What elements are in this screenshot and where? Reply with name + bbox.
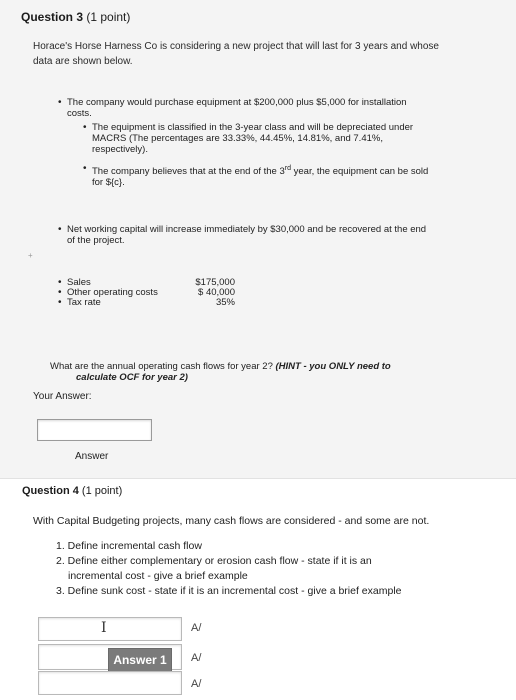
sub-bullet-macrs-line3: respectively). <box>92 144 148 155</box>
question-3-intro <box>33 39 503 69</box>
spellcheck-icon[interactable]: A/ <box>191 678 202 690</box>
bullet-equipment <box>67 97 487 119</box>
sub-bullet-macrs-line1: • The equipment is classified in the 3-year class and will be depreciated under <box>92 122 414 133</box>
table-row: • Sales $175,000 <box>67 278 239 288</box>
question-4-title: Question 4 <box>22 485 79 497</box>
sub-bullet-salvage <box>92 163 482 188</box>
sub-bullet-macrs-line2: MACRS (The percentages are 33.33%, 44.45%, 14.81%, and 7.41%, <box>92 133 383 144</box>
bullet-equipment-line2: costs. <box>67 108 92 119</box>
question-3-heading <box>21 10 130 24</box>
list-item: 3. Define sunk cost - state if it is an incremental cost - give a brief example <box>56 585 402 597</box>
sub-bullet-macrs <box>92 122 482 155</box>
question-4-list <box>56 539 496 599</box>
table-row: • Other operating costs $ 40,000 <box>67 288 239 298</box>
text-entry-box-3[interactable] <box>38 671 182 695</box>
question-3-intro-line1: Horace's Horse Harness Co is considering a new project that will last for 3 years and whose <box>33 41 439 52</box>
spellcheck-icon[interactable]: A/ <box>191 622 202 634</box>
list-item: incremental cost - give a brief example <box>68 570 248 582</box>
bullet-nwc-line1: • Net working capital will increase immediately by $30,000 and be recovered at the end <box>67 224 427 235</box>
question-3-prompt-text: What are the annual operating cash flows for year 2? <box>50 361 273 372</box>
question-3-points: (1 point) <box>86 10 131 24</box>
sub-bullet-salvage-line2: for ${c}. <box>92 177 125 189</box>
answer-caption: Answer <box>75 451 109 462</box>
question-3-title: Question 3 <box>21 10 84 24</box>
question-4-points: (1 point) <box>81 485 123 497</box>
list-item: 1. Define incremental cash flow <box>56 540 202 552</box>
question-4-intro: With Capital Budgeting projects, many cash flows are considered - and some are not. <box>33 515 430 527</box>
list-item: 2. Define either complementary or erosion cash flow - state if it is an <box>56 555 372 567</box>
text-cursor-icon: I <box>101 620 107 636</box>
bullet-equipment-line1: • The company would purchase equipment at $200,000 plus $5,000 for installation <box>67 97 407 108</box>
spellcheck-icon[interactable]: A/ <box>191 652 202 664</box>
your-answer-label: Your Answer: <box>33 391 92 402</box>
data-table <box>67 278 239 308</box>
question-4-heading <box>22 485 122 497</box>
sub-bullet-salvage-line1: • The company believes that at the end of the 3rd year, the equipment can be sold <box>92 165 429 178</box>
answer-input[interactable] <box>37 419 152 441</box>
question-3-hint: (HINT - you ONLY need to <box>275 361 391 372</box>
question-3-prompt <box>50 361 490 383</box>
bullet-nwc-line2: of the project. <box>67 235 125 246</box>
bullet-nwc <box>67 224 487 246</box>
text-entry-box-1[interactable] <box>38 617 182 641</box>
table-row: • Tax rate 35% <box>67 298 239 308</box>
answer-1-button[interactable]: Answer 1 <box>108 648 172 673</box>
question-3-intro-line2: data are shown below. <box>33 56 133 67</box>
marker-plus: + <box>28 251 33 260</box>
question-3-hint-line2: calculate OCF for year 2) <box>76 372 188 383</box>
